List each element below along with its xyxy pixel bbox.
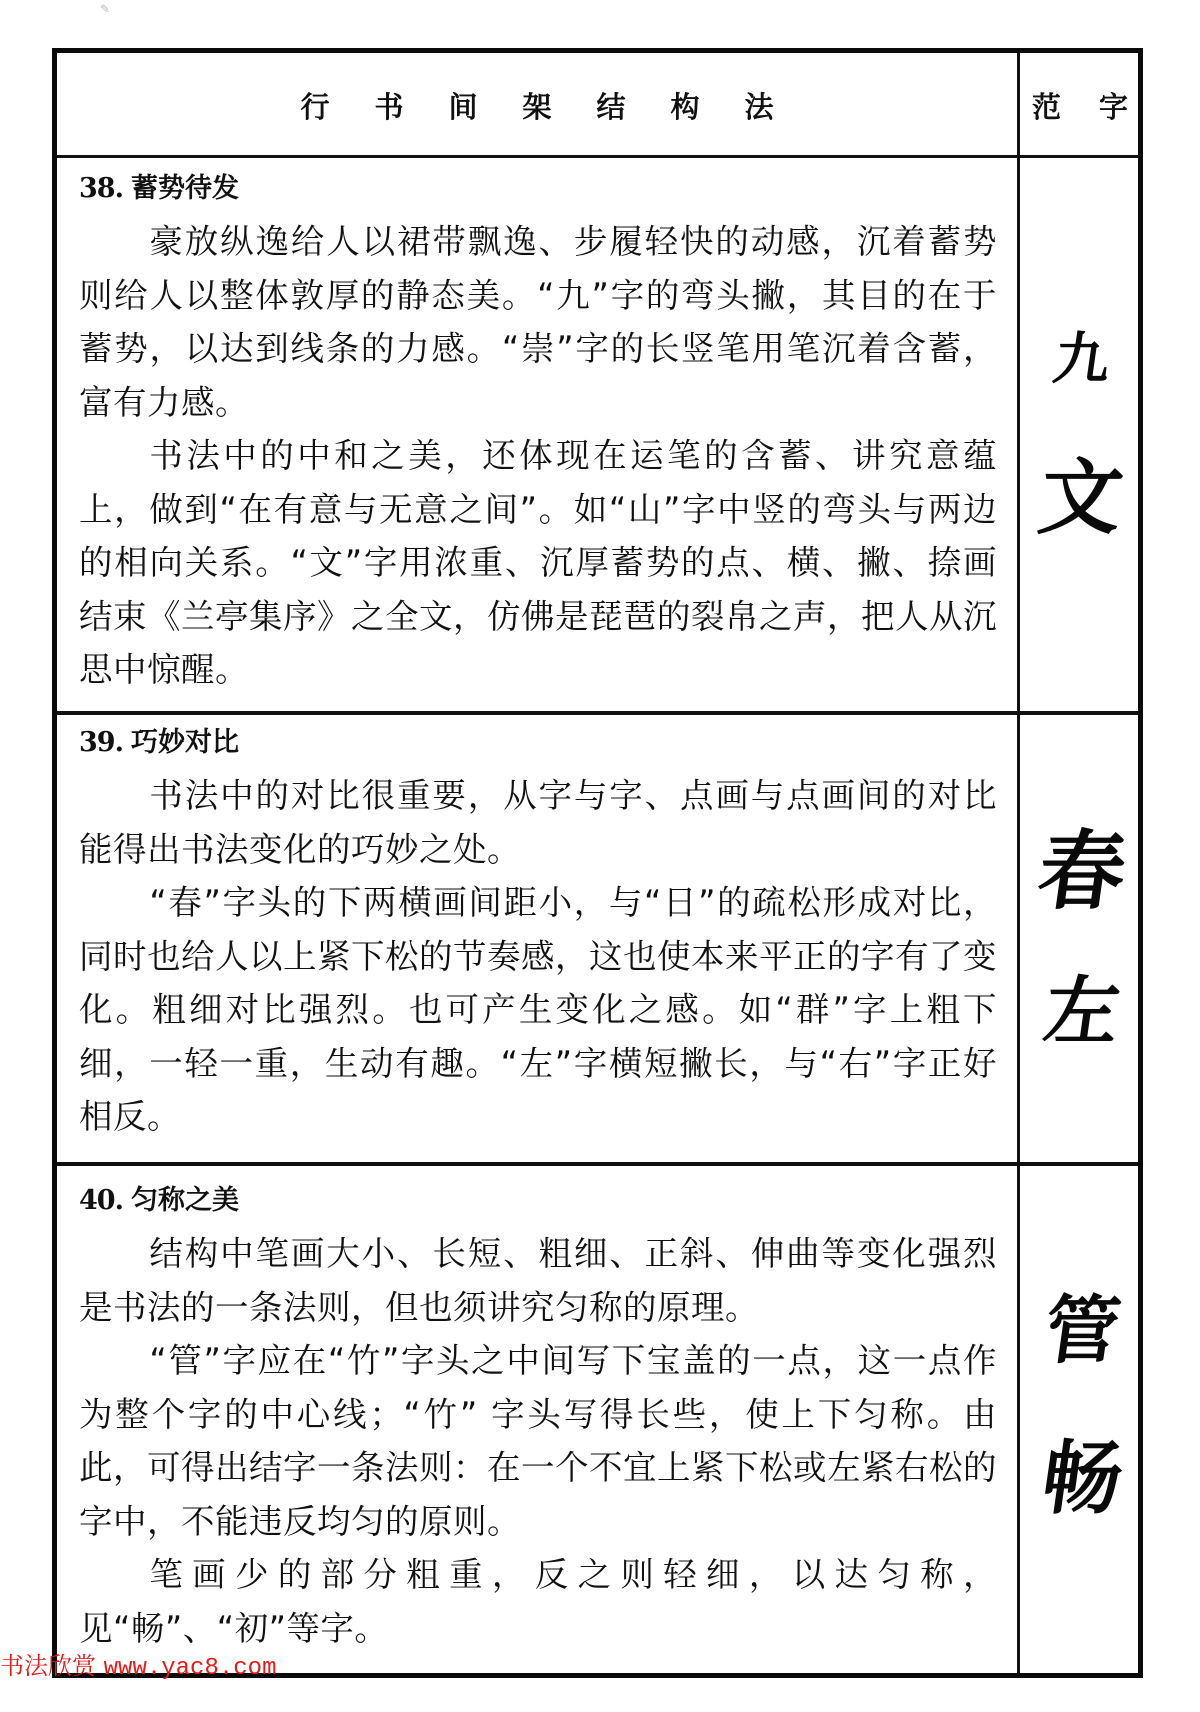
paragraph: 笔画少的部分粗重，反之则轻细，以达匀称，见“畅”、“初”等字。 bbox=[79, 1555, 997, 1648]
table-header-title: 行书间架结构法 bbox=[300, 89, 819, 124]
header-example-char-1: 范 bbox=[1032, 89, 1062, 124]
section-divider-39-40 bbox=[57, 1162, 1138, 1166]
section-heading bbox=[79, 1181, 997, 1221]
calligraphy-char: 左 bbox=[1038, 968, 1125, 1055]
watermark-url[interactable]: www.yac8.com bbox=[103, 1655, 277, 1682]
scan-artifact: ✎ bbox=[100, 2, 111, 16]
calligraphy-char: 畅 bbox=[1034, 1431, 1129, 1525]
table-header-examples bbox=[1020, 53, 1138, 157]
example-chars-38 bbox=[1020, 158, 1143, 711]
calligraphy-char: 管 bbox=[1038, 1288, 1125, 1374]
section-40 bbox=[79, 1181, 997, 1655]
calligraphy-char: 春 bbox=[1031, 820, 1132, 922]
calligraphy-char: 九 bbox=[1048, 325, 1115, 392]
section-title: 匀称之美 bbox=[130, 1185, 239, 1216]
paragraph: 书法中的中和之美，还体现在运笔的含蓄、讲究意蕴上，做到“在有意与无意之间”。如“山”字中竖的弯头与两边的相向关系。“文”字用浓重、沉厚蓄势的点、横、撇、捺画结束《兰亭集序》之全文，仿佛是琵琶的裂帛之声，把人从沉思中惊醒。 bbox=[79, 436, 997, 689]
section-title: 蓄势待发 bbox=[130, 173, 239, 204]
paragraph: “管”字应在“竹”字头之中间写下宝盖的一点，这一点作为整个字的中心线；“竹” 字头写得长些，使上下匀称。由此，可得出结字一条法则：在一个不宜上紧下松或左紧右松的字中，不能违反均匀的原则。 bbox=[79, 1341, 997, 1541]
section-number: 39. bbox=[79, 727, 123, 758]
section-39 bbox=[79, 723, 997, 1144]
header-example-char-2: 字 bbox=[1098, 89, 1128, 124]
calligraphy-char: 文 bbox=[1033, 449, 1130, 546]
example-chars-40 bbox=[1020, 1166, 1143, 1646]
section-title: 巧妙对比 bbox=[130, 727, 239, 758]
calligraphy-table bbox=[52, 48, 1143, 1678]
section-number: 38. bbox=[79, 173, 123, 204]
section-divider-38-39 bbox=[57, 711, 1138, 715]
site-watermark bbox=[0, 1652, 276, 1683]
example-chars-39 bbox=[1020, 715, 1143, 1162]
section-heading bbox=[79, 723, 997, 763]
section-heading bbox=[79, 169, 997, 209]
section-38 bbox=[79, 169, 997, 697]
header-divider bbox=[57, 155, 1138, 158]
paragraph: 书法中的对比很重要，从字与字、点画与点画间的对比能得出书法变化的巧妙之处。 bbox=[79, 776, 997, 869]
paragraph: “春”字头的下两横画间距小，与“日”的疏松形成对比，同时也给人以上紧下松的节奏感，这也使本来平正的字有了变化。粗细对比强烈。也可产生变化之感。如“群”字上粗下细，一轻一重，生动有趣。“左”字横短撇长，与“右”字正好相反。 bbox=[79, 883, 997, 1136]
paragraph: 豪放纵逸给人以裙带飘逸、步履轻快的动感，沉着蓄势则给人以整体敦厚的静态美。“九”字的弯头撇，其目的在于蓄势，以达到线条的力感。“崇”字的长竖笔用笔沉着含蓄，富有力感。 bbox=[79, 222, 997, 422]
watermark-label: 书法欣赏 bbox=[0, 1652, 96, 1680]
section-number: 40. bbox=[79, 1185, 123, 1216]
paragraph: 结构中笔画大小、长短、粗细、正斜、伸曲等变化强烈是书法的一条法则，但也须讲究匀称的原理。 bbox=[79, 1234, 997, 1327]
